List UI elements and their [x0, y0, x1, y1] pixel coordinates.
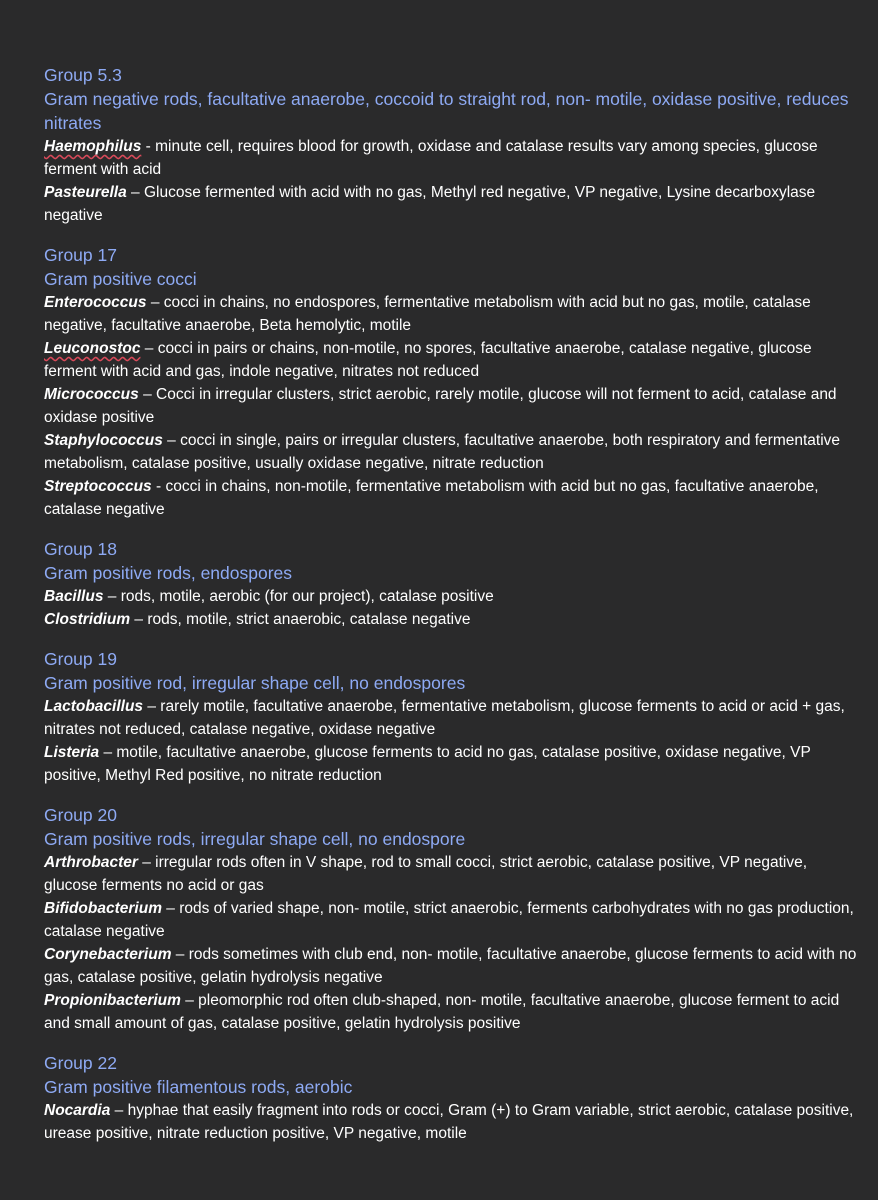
- genus-name: Enterococcus: [44, 294, 147, 311]
- genus-description: cocci in pairs or chains, non-motile, no spores, facultative anaerobe, catalase negative, glucose ferment with acid and gas, indole negative, nitrates not reduced: [44, 340, 812, 380]
- genus-name: Streptococcus: [44, 478, 152, 495]
- genus-entry: [44, 475, 859, 521]
- group-title: Group 18: [44, 539, 117, 559]
- genus-description: rods, motile, aerobic (for our project), catalase positive: [120, 588, 494, 605]
- separator: –: [140, 340, 158, 357]
- genus-description: irregular rods often in V shape, rod to small cocci, strict aerobic, catalase positive, VP negative, glucose ferments no acid or gas: [44, 854, 808, 894]
- separator: -: [151, 478, 166, 495]
- genus-description: rods, motile, strict anaerobic, catalase negative: [147, 611, 471, 628]
- group-subtitle: Gram positive rods, endospores: [44, 563, 293, 583]
- genus-description: rods of varied shape, non- motile, strict anaerobic, ferments carbohydrates with no gas production, catalase negative: [44, 900, 854, 940]
- separator: –: [130, 611, 148, 628]
- separator: –: [110, 1102, 128, 1119]
- genus-entry: [44, 337, 859, 383]
- group-22: [44, 1051, 859, 1145]
- group-title: Group 20: [44, 805, 117, 825]
- genus-entry: [44, 695, 859, 741]
- genus-entry: [44, 897, 859, 943]
- genus-entry: [44, 383, 859, 429]
- group-20: [44, 803, 859, 1035]
- separator: –: [143, 698, 161, 715]
- separator: –: [180, 992, 199, 1009]
- genus-description: cocci in single, pairs or irregular clusters, facultative anaerobe, both respiratory and fermentative metabolism, catalase positive, usually oxidase negative, nitrate reduction: [44, 432, 841, 472]
- separator: –: [103, 588, 121, 605]
- genus-entry: [44, 135, 859, 181]
- separator: -: [141, 138, 156, 155]
- group-title: Group 5.3: [44, 65, 122, 85]
- separator: –: [126, 184, 144, 201]
- group-subtitle: Gram positive rods, irregular shape cell, no endospore: [44, 829, 466, 849]
- genus-name: Micrococcus: [44, 386, 139, 403]
- genus-name: Bifidobacterium: [44, 900, 162, 917]
- genus-description: motile, facultative anaerobe, glucose ferments to acid no gas, catalase positive, oxidase negative, VP positive, Methyl Red positive, no nitrate reduction: [44, 744, 811, 784]
- genus-entry: [44, 429, 859, 475]
- genus-name: Nocardia: [44, 1102, 111, 1119]
- genus-entry: [44, 989, 859, 1035]
- group-subtitle: Gram positive cocci: [44, 269, 197, 289]
- group-19: [44, 647, 859, 787]
- separator: –: [162, 432, 181, 449]
- separator: –: [138, 386, 156, 403]
- genus-entry: [44, 608, 859, 631]
- genus-entry: [44, 741, 859, 787]
- genus-description: Cocci in irregular clusters, strict aerobic, rarely motile, glucose will not ferment to acid, catalase and oxidase positive: [44, 386, 837, 426]
- separator: –: [137, 854, 156, 871]
- group-title: Group 19: [44, 649, 117, 669]
- genus-entry: [44, 585, 859, 608]
- genus-name: Bacillus: [44, 588, 104, 605]
- group-5-3: [44, 63, 859, 227]
- genus-name: Staphylococcus: [44, 432, 163, 449]
- group-subtitle: Gram negative rods, facultative anaerobe, coccoid to straight rod, non- motile, oxidase positive, reduces nitrates: [44, 89, 849, 133]
- genus-name: Lactobacillus: [44, 698, 144, 715]
- genus-name: Leuconostoc: [44, 340, 141, 357]
- genus-description: cocci in chains, non-motile, fermentative metabolism with acid but no gas, facultative anaerobe, catalase negative: [44, 478, 819, 518]
- group-18: [44, 537, 859, 631]
- genus-entry: [44, 181, 859, 227]
- group-subtitle: Gram positive filamentous rods, aerobic: [44, 1077, 353, 1097]
- group-subtitle: Gram positive rod, irregular shape cell, no endospores: [44, 673, 466, 693]
- genus-name: Listeria: [44, 744, 100, 761]
- genus-name: Pasteurella: [44, 184, 127, 201]
- genus-description: Glucose fermented with acid with no gas, Methyl red negative, VP negative, Lysine decarboxylase negative: [44, 184, 816, 224]
- separator: –: [146, 294, 164, 311]
- genus-name: Haemophilus: [44, 138, 142, 155]
- group-title: Group 17: [44, 245, 117, 265]
- genus-description: rods sometimes with club end, non- motile, facultative anaerobe, glucose ferments to acid with no gas, catalase positive, gelatin hydrolysis negative: [44, 946, 857, 986]
- genus-description: cocci in chains, no endospores, fermentative metabolism with acid but no gas, motile, catalase negative, facultative anaerobe, Beta hemolytic, motile: [44, 294, 811, 334]
- separator: –: [161, 900, 180, 917]
- group-17: [44, 243, 859, 521]
- separator: –: [171, 946, 189, 963]
- genus-description: pleomorphic rod often club-shaped, non- motile, facultative anaerobe, glucose ferment to acid and small amount of gas, catalase positive, gelatin hydrolysis positive: [44, 992, 840, 1032]
- genus-name: Clostridium: [44, 611, 131, 628]
- genus-entry: [44, 1099, 859, 1145]
- separator: –: [99, 744, 117, 761]
- document-body: [44, 63, 859, 1161]
- genus-name: Propionibacterium: [44, 992, 181, 1009]
- genus-entry: [44, 291, 859, 337]
- genus-name: Corynebacterium: [44, 946, 172, 963]
- genus-description: minute cell, requires blood for growth, oxidase and catalase results vary among species, glucose ferment with acid: [44, 138, 818, 178]
- genus-name: Arthrobacter: [44, 854, 138, 871]
- genus-entry: [44, 943, 859, 989]
- genus-description: hyphae that easily fragment into rods or cocci, Gram (+) to Gram variable, strict aerobic, catalase positive, urease positive, nitrate reduction positive, VP negative, motile: [44, 1102, 854, 1142]
- genus-entry: [44, 851, 859, 897]
- genus-description: rarely motile, facultative anaerobe, fermentative metabolism, glucose ferments to acid or acid + gas, nitrates not reduced, catalase negative, oxidase negative: [44, 698, 845, 738]
- group-title: Group 22: [44, 1053, 117, 1073]
